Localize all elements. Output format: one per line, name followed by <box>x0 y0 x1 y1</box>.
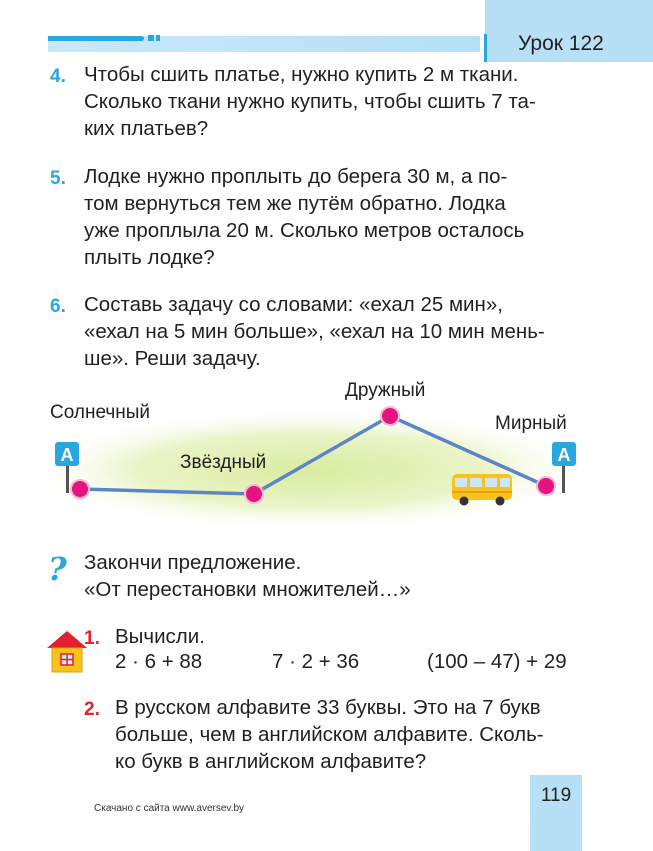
task-text <box>84 291 584 372</box>
task-text: Вычисли. <box>115 625 205 648</box>
label-solnechny: Солнечный <box>50 402 151 423</box>
svg-text:?: ? <box>48 550 67 588</box>
header-square <box>148 35 154 41</box>
task-4 <box>0 61 653 151</box>
text-line: ких платьев? <box>84 117 209 140</box>
page-number: 119 <box>540 785 572 806</box>
expression-2: 7 · 2 + 36 <box>272 650 360 673</box>
text-line: Закончи предложение. <box>84 551 302 574</box>
label-zvyozdny: Звёздный <box>180 452 267 473</box>
text-line: «От перестановки множителей…» <box>84 578 411 601</box>
text-line: «ехал на 5 мин больше», «ехал на 10 мин мень- <box>84 320 545 343</box>
question-text <box>84 549 604 603</box>
source-note: Скачано с сайта www.aversev.by <box>94 803 245 814</box>
point-druzhny <box>381 407 399 425</box>
task-text <box>84 163 584 271</box>
text-line: Сколько ткани нужно купить, чтобы сшить 7 та- <box>84 90 536 113</box>
expression-1: 2 · 6 + 88 <box>115 650 203 673</box>
label-druzhny: Дружный <box>345 380 426 401</box>
text-line: уже проплыла 20 м. Сколько метров осталось <box>84 219 525 242</box>
text-line: больше, чем в английском алфавите. Сколь- <box>115 723 544 746</box>
text-line: ше». Реши задачу. <box>84 347 261 370</box>
point-mirny <box>537 477 555 495</box>
route-map <box>0 375 653 535</box>
text-line: Лодке нужно проплыть до берега 30 м, а по- <box>84 165 508 188</box>
header-accent <box>48 36 144 41</box>
svg-text:А: А <box>60 445 74 465</box>
text-line: том вернуться тем же путём обратно. Лодка <box>84 192 506 215</box>
homework-2 <box>0 694 653 784</box>
task-number: 5. <box>50 168 66 189</box>
task-number: 2. <box>84 699 100 720</box>
label-mirny: Мирный <box>495 413 567 434</box>
point-zvyozdny <box>245 485 263 503</box>
lesson-tab-bar <box>484 34 487 62</box>
task-number: 4. <box>50 66 66 87</box>
text-line: ко букв в английском алфавите? <box>115 750 427 773</box>
task-text <box>84 61 584 142</box>
task-text <box>115 694 595 775</box>
task-number: 1. <box>84 628 100 649</box>
lesson-title: Урок 122 <box>518 32 604 55</box>
expression-3: (100 – 47) + 29 <box>427 650 567 673</box>
question-icon <box>44 550 78 590</box>
header-square <box>156 35 160 41</box>
text-line: В русском алфавите 33 буквы. Это на 7 букв <box>115 696 541 719</box>
task-5 <box>0 163 653 278</box>
point-solnechny <box>71 480 89 498</box>
text-line: Чтобы сшить платье, нужно купить 2 м ткани. <box>84 63 519 86</box>
text-line: Составь задачу со словами: «ехал 25 мин», <box>84 293 503 316</box>
svg-text:А: А <box>557 445 571 465</box>
task-number: 6. <box>50 296 66 317</box>
text-line: плыть лодке? <box>84 246 215 269</box>
task-6 <box>0 291 653 381</box>
